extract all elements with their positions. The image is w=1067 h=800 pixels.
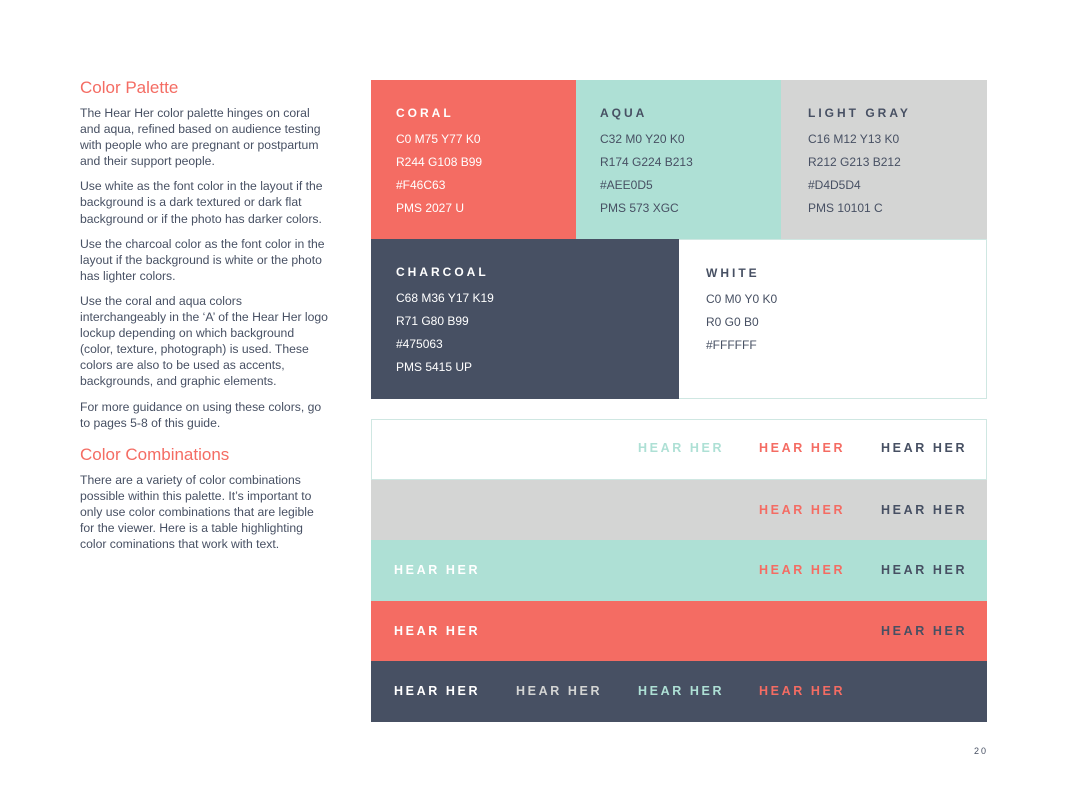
heading-color-palette: Color Palette bbox=[80, 78, 179, 97]
combo-label-white: HEAR HER bbox=[394, 563, 481, 578]
combo-label-charcoal: HEAR HER bbox=[881, 502, 968, 517]
swatch-cmyk: C16 M12 Y13 K0 bbox=[808, 132, 900, 146]
paragraph-palette-intro: The Hear Her color palette hinges on coral and aqua, refined based on audience testing with people who are pregnant or postpartum and their support people. bbox=[80, 106, 321, 169]
page-number: 20 bbox=[974, 746, 989, 756]
swatch-cmyk: C0 M75 Y77 K0 bbox=[396, 132, 481, 146]
paragraph-guidance: For more guidance on using these colors, go to pages 5-8 of this guide. bbox=[80, 399, 322, 430]
swatch-cmyk: C32 M0 Y20 K0 bbox=[600, 132, 685, 146]
swatch-rgb: R174 G224 B213 bbox=[600, 155, 693, 169]
paragraph-combinations: There are a variety of color combinations possible within this palette. It’s important to only use color combinations that are legible for the viewer. Here is a table highlighting color cominations that work with text. bbox=[80, 472, 314, 552]
swatch-hex: #475063 bbox=[396, 337, 443, 351]
swatch-rgb: R0 G0 B0 bbox=[706, 315, 759, 329]
paragraph-charcoal-usage: Use the charcoal color as the font color in the layout if the background is white or the photo has lighter colors. bbox=[80, 236, 325, 283]
combo-label-coral: HEAR HER bbox=[759, 502, 846, 517]
swatch-name: CHARCOAL bbox=[396, 265, 489, 279]
swatch-cmyk: C0 M0 Y0 K0 bbox=[706, 292, 778, 306]
combo-row-light-gray bbox=[371, 480, 987, 541]
swatch-rgb: R71 G80 B99 bbox=[396, 314, 469, 328]
swatch-pms: PMS 2027 U bbox=[396, 201, 465, 215]
combo-label-charcoal: HEAR HER bbox=[881, 441, 968, 456]
swatch-light-gray bbox=[781, 80, 987, 239]
swatch-name: LIGHT GRAY bbox=[808, 106, 911, 120]
swatch-charcoal bbox=[371, 239, 679, 399]
combo-label-charcoal: HEAR HER bbox=[881, 623, 968, 638]
swatch-pms: PMS 573 XGC bbox=[600, 201, 679, 215]
swatch-pms: PMS 5415 UP bbox=[396, 360, 473, 374]
combo-label-coral: HEAR HER bbox=[759, 441, 846, 456]
swatch-coral bbox=[371, 80, 576, 239]
combo-label-charcoal: HEAR HER bbox=[881, 563, 968, 578]
swatch-rgb: R212 G213 B212 bbox=[808, 155, 901, 169]
color-palette bbox=[371, 80, 987, 399]
swatch-cmyk: C68 M36 Y17 K19 bbox=[396, 291, 494, 305]
combo-label-coral: HEAR HER bbox=[759, 684, 846, 699]
swatch-name: CORAL bbox=[396, 106, 454, 120]
swatch-hex: #F46C63 bbox=[396, 178, 446, 192]
swatch-name: WHITE bbox=[706, 266, 760, 280]
swatch-name: AQUA bbox=[600, 106, 648, 120]
combo-label-aqua: HEAR HER bbox=[638, 441, 725, 456]
color-combinations-table bbox=[371, 419, 987, 722]
paragraph-coral-aqua-usage: Use the coral and aqua colors interchangeably in the ‘A’ of the Hear Her logo lockup depending on which background (color, texture, photograph) is used. These colors are also to be used as accents, backgrounds, and graphic elements. bbox=[80, 293, 328, 389]
combo-row-aqua bbox=[371, 540, 987, 601]
combo-row-coral bbox=[371, 601, 987, 662]
swatch-rgb: R244 G108 B99 bbox=[396, 155, 483, 169]
swatch-pms: PMS 10101 C bbox=[808, 201, 883, 215]
combo-label-white: HEAR HER bbox=[394, 623, 481, 638]
swatch-aqua bbox=[576, 80, 781, 239]
combo-label-white: HEAR HER bbox=[394, 684, 481, 699]
combo-row-charcoal bbox=[371, 661, 987, 722]
combo-label-aqua: HEAR HER bbox=[638, 684, 725, 699]
swatch-hex: #D4D5D4 bbox=[808, 178, 861, 192]
combo-label-light-gray: HEAR HER bbox=[516, 684, 603, 699]
swatch-white bbox=[679, 239, 987, 399]
paragraph-white-usage: Use white as the font color in the layout if the background is a dark textured or dark flat background or if the photo has darker colors. bbox=[80, 179, 323, 226]
text-column bbox=[80, 78, 330, 561]
swatch-hex: #AEE0D5 bbox=[600, 178, 653, 192]
combo-label-coral: HEAR HER bbox=[759, 563, 846, 578]
combo-row-white bbox=[371, 419, 987, 480]
heading-color-combinations: Color Combinations bbox=[80, 444, 230, 464]
swatch-hex: #FFFFFF bbox=[706, 338, 757, 352]
